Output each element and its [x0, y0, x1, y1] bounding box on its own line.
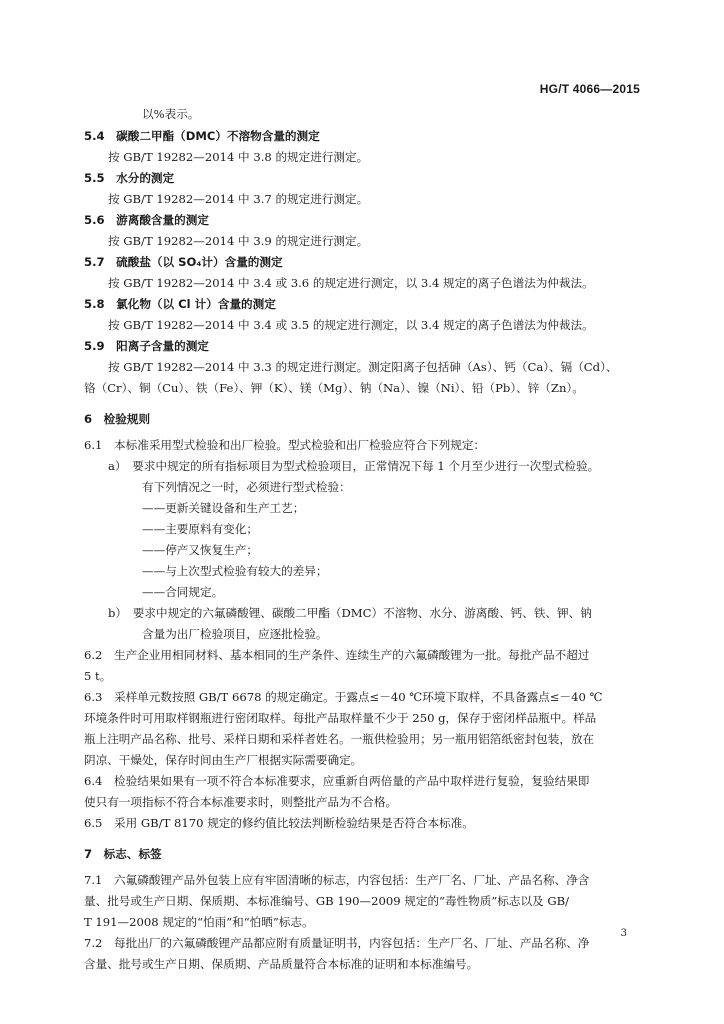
dash-item: ——与上次型式检验有较大的差异； [142, 564, 328, 578]
section-heading-5-6: 5.6 游离酸含量的测定 [84, 213, 209, 227]
section-heading-5-9: 5.9 阳离子含量的测定 [84, 339, 209, 353]
text-line: 含量、批号或生产日期、保质期、产品质量符合本标准的证明和本标准编号。 [84, 957, 479, 971]
section-heading-5-7: 5.7 硫酸盐（以 SO₄计）含量的测定 [84, 255, 283, 269]
text-line: 有下列情况之一时，必须进行型式检验： [142, 480, 351, 494]
text-line: 按 GB/T 19282—2014 中 3.4 或 3.6 的规定进行测定，以 3.4 规定的离子色谱法为仲裁法。 [108, 276, 594, 290]
chapter-heading-7: 7 标志、标签 [84, 847, 162, 861]
text-line: 按 GB/T 19282—2014 中 3.7 的规定进行测定。 [108, 192, 369, 206]
dash-item: ——合同规定。 [142, 585, 224, 599]
text-line: 环境条件时可用取样钢瓶进行密闭取样。每批产品取样量不少于 250 g，保存于密闭样品瓶中。样品 [84, 711, 597, 725]
text-line: 按 GB/T 19282—2014 中 3.8 的规定进行测定。 [108, 150, 369, 164]
text-line: 以%表示。 [142, 107, 200, 121]
text-line: T 191—2008 规定的“怕雨”和“怕晒”标志。 [84, 915, 314, 929]
text-line: 6.2 生产企业用相同材料、基本相同的生产条件、连续生产的六氟磷酸锂为一批。每批产品不超过 [84, 648, 590, 662]
text-line: 按 GB/T 19282—2014 中 3.9 的规定进行测定。 [108, 234, 369, 248]
dash-item: ——停产又恢复生产； [142, 543, 258, 557]
dash-item: ——主要原料有变化； [142, 522, 258, 536]
text-line: 6.4 检验结果如果有一项不符合本标准要求，应重新自两倍量的产品中取样进行复验，复验结果即 [84, 774, 590, 788]
text-line: 阴凉、干燥处，保存时间由生产厂根据实际需要确定。 [84, 753, 363, 767]
text-line: 使只有一项指标不符合本标准要求时，则整批产品为不合格。 [84, 795, 398, 809]
text-line: 按 GB/T 19282—2014 中 3.4 或 3.5 的规定进行测定，以 3.4 规定的离子色谱法为仲裁法。 [108, 318, 594, 332]
text-line: 瓶上注明产品名称、批号、采样日期和采样者姓名。一瓶供检验用；另一瓶用铝箔纸密封包装，放在 [84, 732, 595, 746]
section-heading-5-8: 5.8 氯化物（以 Cl 计）含量的测定 [84, 297, 276, 311]
text-line: 5 t。 [84, 669, 112, 683]
chapter-heading-6: 6 检验规则 [84, 412, 151, 426]
text-line: 7.2 每批出厂的六氟磷酸锂产品都应附有质量证明书，内容包括：生产厂名、厂址、产品名称、净 [84, 936, 590, 950]
page-number: 3 [620, 928, 627, 939]
text-line: 6.1 本标准采用型式检验和出厂检验。型式检验和出厂检验应符合下列规定： [84, 438, 486, 452]
text-line: 6.5 采用 GB/T 8170 规定的修约值比较法判断检验结果是否符合本标准。 [84, 816, 474, 830]
list-item-a: a） 要求中规定的所有指标项目为型式检验项目，正常情况下每 1 个月至少进行一次型式检验。 [108, 459, 600, 473]
dash-item: ——更新关键设备和生产工艺； [142, 501, 305, 515]
section-heading-5-4: 5.4 碳酸二甲酯（DMC）不溶物含量的测定 [84, 129, 320, 143]
text-line: 6.3 采样单元数按照 GB/T 6678 的规定确定。于露点≤－40 ℃环境下取样，不具备露点≤－40 ℃ [84, 690, 603, 704]
list-item-b: b） 要求中规定的六氟磷酸锂、碳酸二甲酯（DMC）不溶物、水分、游离酸、钙、铁、钾、钠 [108, 606, 592, 620]
standard-code-header: HG/T 4066—2015 [539, 82, 640, 96]
text-line: 含量为出厂检验项目，应逐批检验。 [142, 627, 328, 641]
section-heading-5-5: 5.5 水分的测定 [84, 171, 175, 185]
text-line: 量、批号或生产日期、保质期、本标准编号、GB 190—2009 规定的“毒性物质”标志以及 GB/ [84, 894, 570, 908]
text-line: 7.1 六氟磷酸锂产品外包装上应有牢固清晰的标志，内容包括：生产厂名、厂址、产品名称、净含 [84, 873, 590, 887]
text-line: 铬（Cr）、铜（Cu）、铁（Fe）、钾（K）、镁（Mg）、钠（Na）、镍（Ni）、铅（Pb）、锌（Zn）。 [84, 381, 584, 395]
text-line: 按 GB/T 19282—2014 中 3.3 的规定进行测定。测定阳离子包括砷（As）、钙（Ca）、镉（Cd）、 [108, 360, 618, 374]
